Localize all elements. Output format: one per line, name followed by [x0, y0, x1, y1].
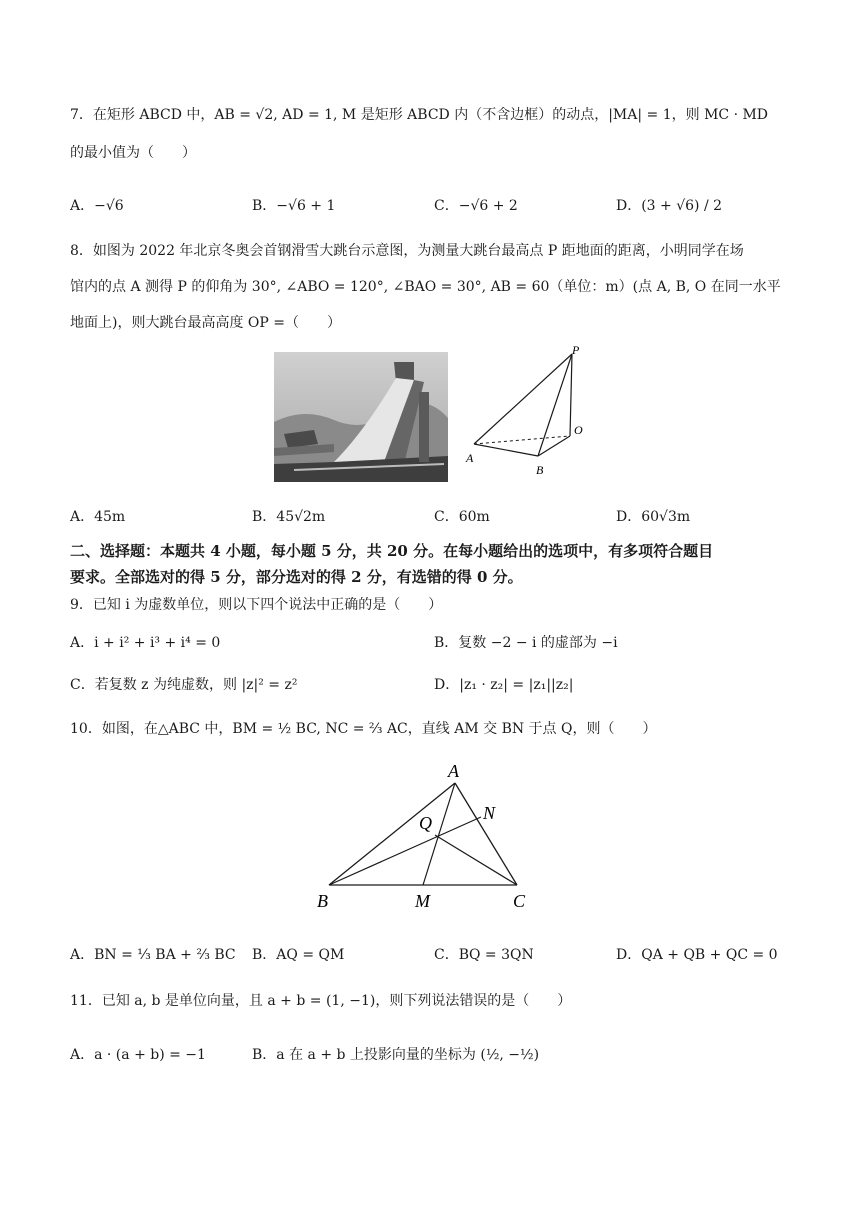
fig8-label-a: A [466, 451, 474, 465]
q8-stem-line1: 8．如图为 2022 年北京冬奥会首钢滑雪大跳台示意图，为测量大跳台最高点 P 距地面的距离，小明同学在场 [70, 243, 744, 259]
ski-jump-photo [274, 352, 448, 482]
q8-stem-line3: 地面上)，则大跳台最高高度 OP =（ ） [70, 315, 341, 331]
section2-heading-line1: 二、选择题：本题共 4 小题，每小题 5 分，共 20 分。在每小题给出的选项中，有多项符合题目 [70, 542, 714, 560]
q10-option-a: A．BN = ⅓ BA + ⅔ BC [70, 947, 236, 963]
q11-stem: 11．已知 a, b 是单位向量，且 a + b = (1, −1)，则下列说法错误的是（ ） [70, 993, 572, 1009]
q8-option-c: C．60m [434, 509, 490, 525]
fig10-label-n: N [483, 803, 496, 823]
q9-option-d: D．|z₁ · z₂| = |z₁||z₂| [434, 677, 574, 693]
q8-option-b: B．45√2m [252, 509, 326, 525]
fig10-label-c: C [513, 891, 526, 911]
q7-option-b: B．−√6 + 1 [252, 198, 336, 214]
fig8-label-o: O [574, 423, 583, 437]
q10-stem: 10．如图，在△ABC 中，BM = ½ BC, NC = ⅔ AC，直线 AM 交 BN 于点 Q，则（ ） [70, 721, 657, 737]
q11-option-b: B．a 在 a + b 上投影向量的坐标为 (½, −½) [252, 1047, 540, 1063]
q9-option-c: C．若复数 z 为纯虚数，则 |z|² = z² [70, 677, 298, 693]
q10-option-b: B．AQ = QM [252, 947, 345, 963]
section2-heading-line2: 要求。全部选对的得 5 分，部分选对的得 2 分，有选错的得 0 分。 [70, 568, 523, 586]
q7-option-a: A．−√6 [70, 198, 124, 214]
q9-option-a: A．i + i² + i³ + i⁴ = 0 [70, 635, 221, 651]
q10-option-c: C．BQ = 3QN [434, 947, 534, 963]
q8-option-a: A．45m [70, 509, 126, 525]
q8-tetrahedron-figure [458, 340, 598, 480]
q9-stem: 9．已知 i 为虚数单位，则以下四个说法中正确的是（ ） [70, 597, 443, 613]
q10-option-d: D．QA + QB + QC = 0 [616, 947, 778, 963]
q11-option-a: A．a · (a + b) = −1 [70, 1047, 206, 1063]
fig10-label-a: A [448, 761, 459, 781]
fig10-label-q: Q [419, 813, 432, 833]
q7-stem-line2: 的最小值为（ ） [70, 145, 196, 161]
q8-stem-line2: 馆内的点 A 测得 P 的仰角为 30°, ∠ABO = 120°, ∠BAO = 30°, AB = 60（单位：m）(点 A, B, O 在同一水平 [70, 279, 781, 295]
q7-option-c: C．−√6 + 2 [434, 198, 518, 214]
fig8-label-b: B [536, 463, 544, 477]
fig10-label-m: M [415, 891, 430, 911]
q10-triangle-figure [315, 755, 540, 915]
fig10-label-b: B [317, 891, 328, 911]
q7-option-d: D．(3 + √6) / 2 [616, 198, 723, 214]
q7-stem-line1: 7．在矩形 ABCD 中，AB = √2, AD = 1, M 是矩形 ABCD 内（不含边框）的动点，|MA| = 1，则 MC · MD [70, 107, 769, 123]
fig8-label-p: P [572, 343, 580, 357]
q9-option-b: B．复数 −2 − i 的虚部为 −i [434, 635, 618, 651]
q8-option-d: D．60√3m [616, 509, 691, 525]
